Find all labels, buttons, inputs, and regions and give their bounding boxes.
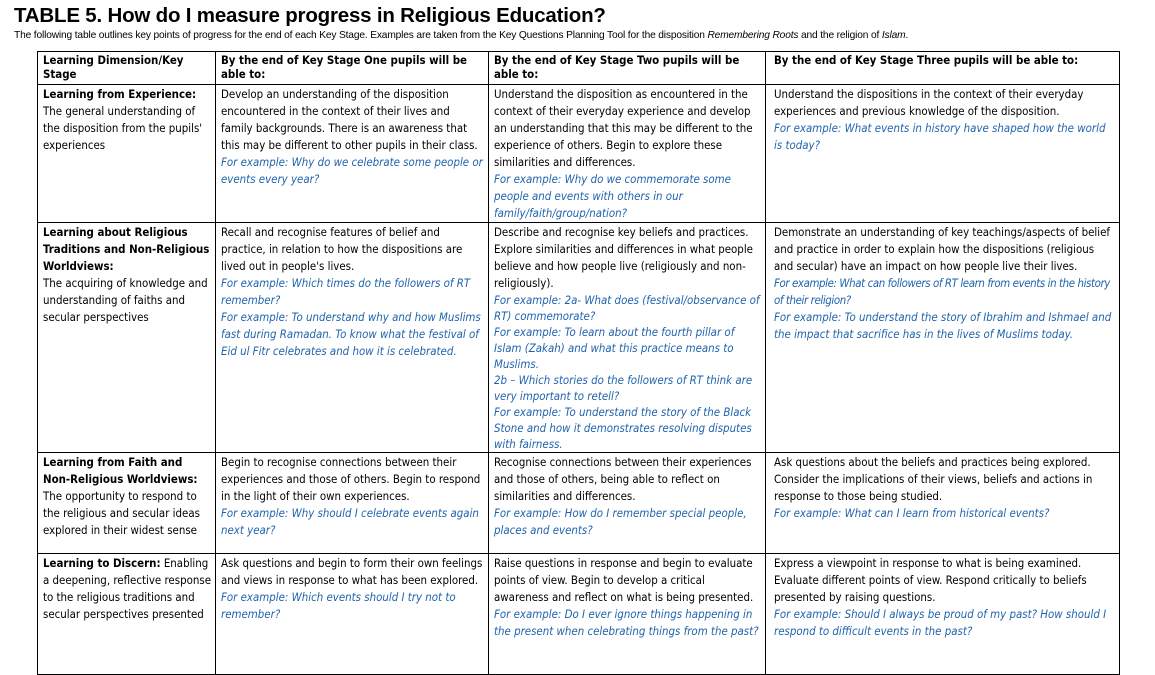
ks1-cell	[216, 554, 489, 675]
ks3-text: Understand the dispositions in the context of their everyday experiences and previous knowledge of the disposition.	[774, 87, 1084, 118]
ks3-text: Ask questions about the beliefs and practices being explored. Consider the implications of their views, beliefs and actions in response to those being studied.	[774, 455, 1093, 503]
ks2-cell	[489, 223, 766, 453]
header-key-stage-two: By the end of Key Stage Two pupils will be able to:	[489, 52, 766, 85]
table-row	[38, 554, 1120, 675]
subtitle-religion: Islam	[881, 30, 906, 41]
dimension-description: The opportunity to respond to the religious and secular ideas explored in their widest sense	[43, 489, 200, 537]
ks2-example: 2b – Which stories do the followers of RT think are very important to retell?	[494, 373, 753, 403]
table-subtitle	[14, 30, 908, 41]
progress-table	[37, 51, 1120, 675]
dimension-cell	[38, 85, 216, 223]
ks1-example: For example: Why do we celebrate some people or events every year?	[221, 155, 483, 186]
subtitle-intro: The following table outlines key points of progress for the end of each Key Stage. Examples are taken from the Key Questions Planning Tool for the disposition	[14, 30, 708, 41]
ks2-text: Recognise connections between their experiences and those of others, being able to reflect on similarities and differences.	[494, 455, 752, 503]
ks3-example: For example: What can I learn from historical events?	[774, 506, 1050, 520]
dimension-cell	[38, 223, 216, 453]
ks2-example: For example: Do I ever ignore things happening in the present when celebrating things from the past?	[494, 607, 759, 638]
ks2-example: For example: To understand the story of the Black Stone and how it demonstrates resolving disputes with fairness.	[494, 405, 752, 451]
header-key-stage-one: By the end of Key Stage One pupils will be able to:	[216, 52, 489, 85]
ks2-text: Understand the disposition as encountered in the context of their everyday experience and develop an understanding that this may be different to the experience of others. Begin to explore these similarities and differences.	[494, 87, 753, 169]
ks1-example: For example: Which events should I try not to remember?	[221, 590, 456, 621]
dimension-title: Learning from Faith and Non-Religious Worldviews:	[43, 455, 198, 486]
ks1-cell	[216, 453, 489, 554]
ks2-cell	[489, 85, 766, 223]
ks2-text: Describe and recognise key beliefs and practices. Explore similarities and differences in what people believe and how people live (religiously and non-religiously).	[494, 225, 753, 290]
ks2-example: For example: To learn about the fourth pillar of Islam (Zakah) and what this practice means to Muslims.	[494, 325, 735, 371]
dimension-title: Learning from Experience:	[43, 87, 197, 101]
table-row	[38, 453, 1120, 554]
ks3-example: For example: To understand the story of Ibrahim and Ishmael and the impact that sacrifice has in the lives of Muslims today.	[774, 310, 1112, 341]
ks2-example: For example: How do I remember special people, places and events?	[494, 506, 747, 537]
ks2-cell	[489, 453, 766, 554]
dimension-cell	[38, 453, 216, 554]
table-row	[38, 85, 1120, 223]
ks1-cell	[216, 85, 489, 223]
subtitle-middle: and the religion of	[798, 30, 882, 41]
ks3-cell	[766, 554, 1120, 675]
dimension-description: The general understanding of the disposition from the pupils' experiences	[43, 104, 203, 152]
header-key-stage-three: By the end of Key Stage Three pupils will be able to:	[766, 52, 1120, 85]
dimension-description: Enabling a deepening, reflective response to the religious traditions and secular perspectives presented	[43, 556, 212, 621]
ks1-cell	[216, 223, 489, 453]
page-title: TABLE 5. How do I measure progress in Religious Education?	[14, 4, 606, 27]
ks2-example: For example: 2a- What does (festival/observance of RT) commemorate?	[494, 293, 760, 323]
dimension-cell	[38, 554, 216, 675]
ks1-text: Ask questions and begin to form their own feelings and views in response to what has been explored.	[221, 556, 483, 587]
header-learning-dimension: Learning Dimension/Key Stage	[38, 52, 216, 85]
ks3-example: For example: What events in history have shaped how the world is today?	[774, 121, 1106, 152]
ks1-example: For example: To understand why and how Muslims fast during Ramadan. To know what the festival of Eid ul Fitr celebrates and how it is celebrated.	[221, 310, 481, 358]
ks1-text: Recall and recognise features of belief and practice, in relation to how the dispositions are lived out in people's lives.	[221, 225, 463, 273]
subtitle-disposition: Remembering Roots	[707, 30, 799, 41]
ks3-cell	[766, 85, 1120, 223]
ks2-example: For example: Why do we commemorate some people and events with others in our family/faith/group/nation?	[494, 172, 731, 220]
ks1-example: For example: Which times do the followers of RT remember?	[221, 276, 471, 307]
dimension-title: Learning about Religious Traditions and Non-Religious Worldviews:	[43, 225, 210, 273]
ks3-example: For example: What can followers of RT learn from events in the history of their religion?	[774, 276, 1110, 307]
ks1-text: Begin to recognise connections between their experiences and those of others. Begin to respond in the light of their own experiences.	[221, 455, 481, 503]
ks1-text: Develop an understanding of the disposition encountered in the context of their lives and family backgrounds. There is an awareness that this may be different to other pupils in their class.	[221, 87, 478, 152]
ks2-text: Raise questions in response and begin to evaluate points of view. Begin to develop a critical awareness and reflect on what is being presented.	[494, 556, 754, 604]
dimension-title: Learning to Discern:	[43, 556, 161, 570]
dimension-label	[43, 556, 211, 621]
table-header-row	[38, 52, 1120, 85]
ks1-example: For example: Why should I celebrate events again next year?	[221, 506, 479, 537]
ks3-text: Express a viewpoint in response to what is being examined. Evaluate different points of view. Respond critically to beliefs presented by raising questions.	[774, 556, 1087, 604]
ks3-example: For example: Should I always be proud of my past? How should I respond to difficult events in the past?	[774, 607, 1107, 638]
ks3-cell	[766, 453, 1120, 554]
ks3-text: Demonstrate an understanding of key teachings/aspects of belief and practice in order to explain how the dispositions (religious and secular) have an impact on how people live their lives.	[774, 225, 1111, 273]
ks2-cell	[489, 554, 766, 675]
dimension-description: The acquiring of knowledge and understanding of faiths and secular perspectives	[43, 276, 208, 324]
table-row	[38, 223, 1120, 453]
ks3-cell	[766, 223, 1120, 453]
subtitle-end: .	[905, 30, 909, 41]
